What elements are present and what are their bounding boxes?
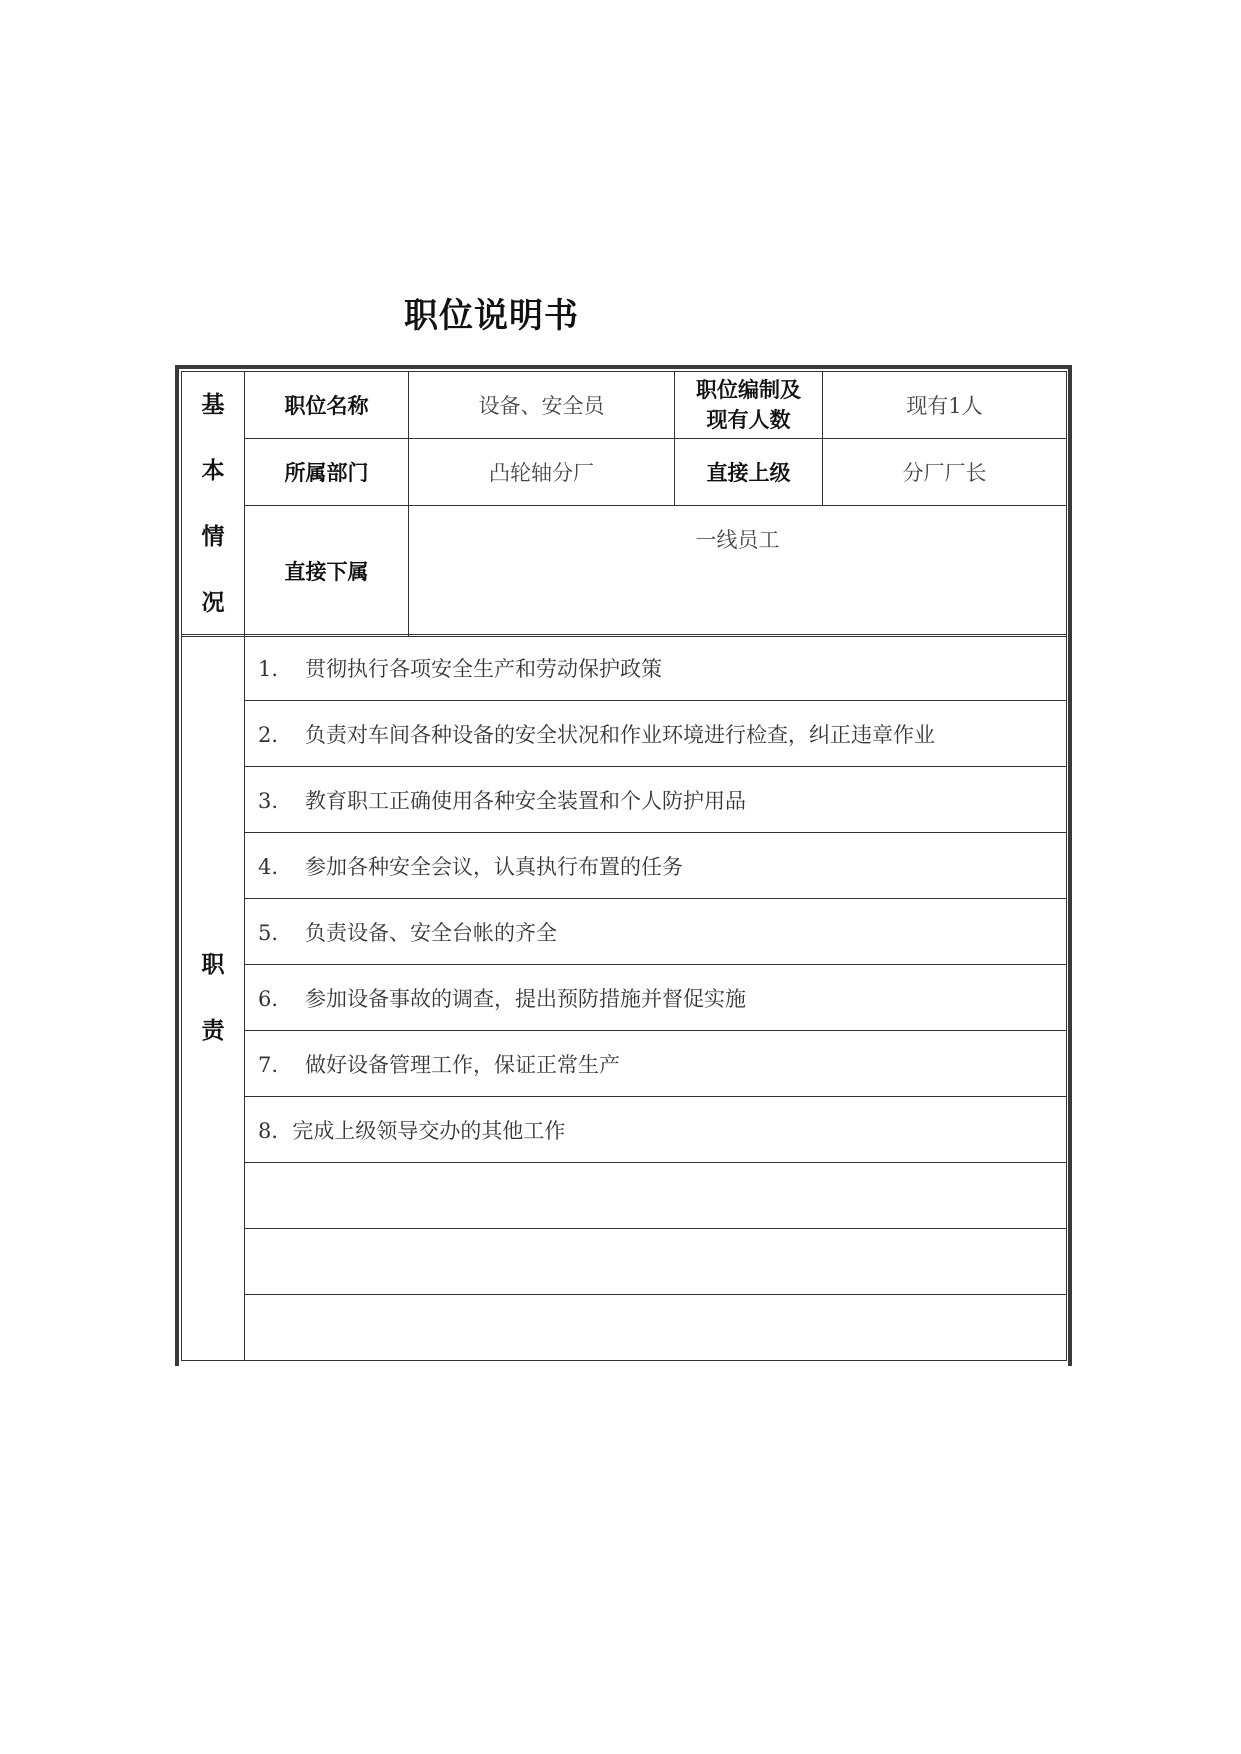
duty-empty-row [245, 1163, 1067, 1229]
duty-number: 4. [258, 854, 279, 879]
table-frame-top [175, 365, 1072, 369]
duty-text: 完成上级领导交办的其他工作 [292, 1118, 566, 1143]
section-char: 本 [201, 458, 225, 484]
duty-number: 3. [258, 788, 279, 813]
duty-item [245, 635, 1067, 701]
duties-table [181, 634, 1067, 1361]
duty-item [245, 899, 1067, 965]
basic-info-section-label [182, 372, 245, 637]
headcount-value: 现有1人 [823, 372, 1067, 439]
headcount-label [675, 372, 823, 439]
headcount-label-line1: 职位编制及 [696, 378, 801, 402]
duties-section-label [182, 635, 245, 1361]
duty-item [245, 965, 1067, 1031]
duty-number: 2. [258, 722, 279, 747]
duty-item [245, 833, 1067, 899]
duty-text: 负责设备、安全台帐的齐全 [305, 920, 557, 945]
duty-item [245, 767, 1067, 833]
section-char: 况 [201, 590, 225, 616]
duty-text: 教育职工正确使用各种安全装置和个人防护用品 [305, 788, 746, 813]
section-char: 情 [201, 524, 225, 550]
subordinate-value: 一线员工 [409, 506, 1067, 637]
document-title: 职位说明书 [404, 296, 579, 336]
section-char: 职 [201, 951, 225, 978]
duty-text: 负责对车间各种设备的安全状况和作业环境进行检查，纠正违章作业 [305, 722, 935, 747]
duty-item [245, 1031, 1067, 1097]
supervisor-value: 分厂厂长 [823, 439, 1067, 506]
table-frame-left [175, 365, 179, 1366]
duty-number: 1. [258, 656, 279, 681]
department-label: 所属部门 [245, 439, 409, 506]
subordinate-label: 直接下属 [245, 506, 409, 637]
duty-text: 参加各种安全会议，认真执行布置的任务 [305, 854, 683, 879]
duty-item [245, 1097, 1067, 1163]
department-value: 凸轮轴分厂 [409, 439, 675, 506]
position-name-value: 设备、安全员 [409, 372, 675, 439]
duty-text: 贯彻执行各项安全生产和劳动保护政策 [305, 656, 662, 681]
duty-number: 7. [258, 1052, 279, 1077]
duty-number: 6. [258, 986, 279, 1011]
supervisor-label: 直接上级 [675, 439, 823, 506]
headcount-label-line2: 现有人数 [706, 408, 791, 432]
position-name-label: 职位名称 [245, 372, 409, 439]
table-frame-right [1068, 365, 1072, 1366]
duty-number: 5. [258, 920, 279, 945]
duty-text: 做好设备管理工作，保证正常生产 [305, 1052, 620, 1077]
duty-empty-row [245, 1295, 1067, 1361]
section-char: 基 [201, 392, 225, 418]
duty-item [245, 701, 1067, 767]
basic-info-table [181, 371, 1067, 637]
duty-text: 参加设备事故的调查，提出预防措施并督促实施 [305, 986, 746, 1011]
duty-number: 8． [258, 1118, 293, 1143]
section-char: 责 [201, 1017, 225, 1044]
duty-empty-row [245, 1229, 1067, 1295]
